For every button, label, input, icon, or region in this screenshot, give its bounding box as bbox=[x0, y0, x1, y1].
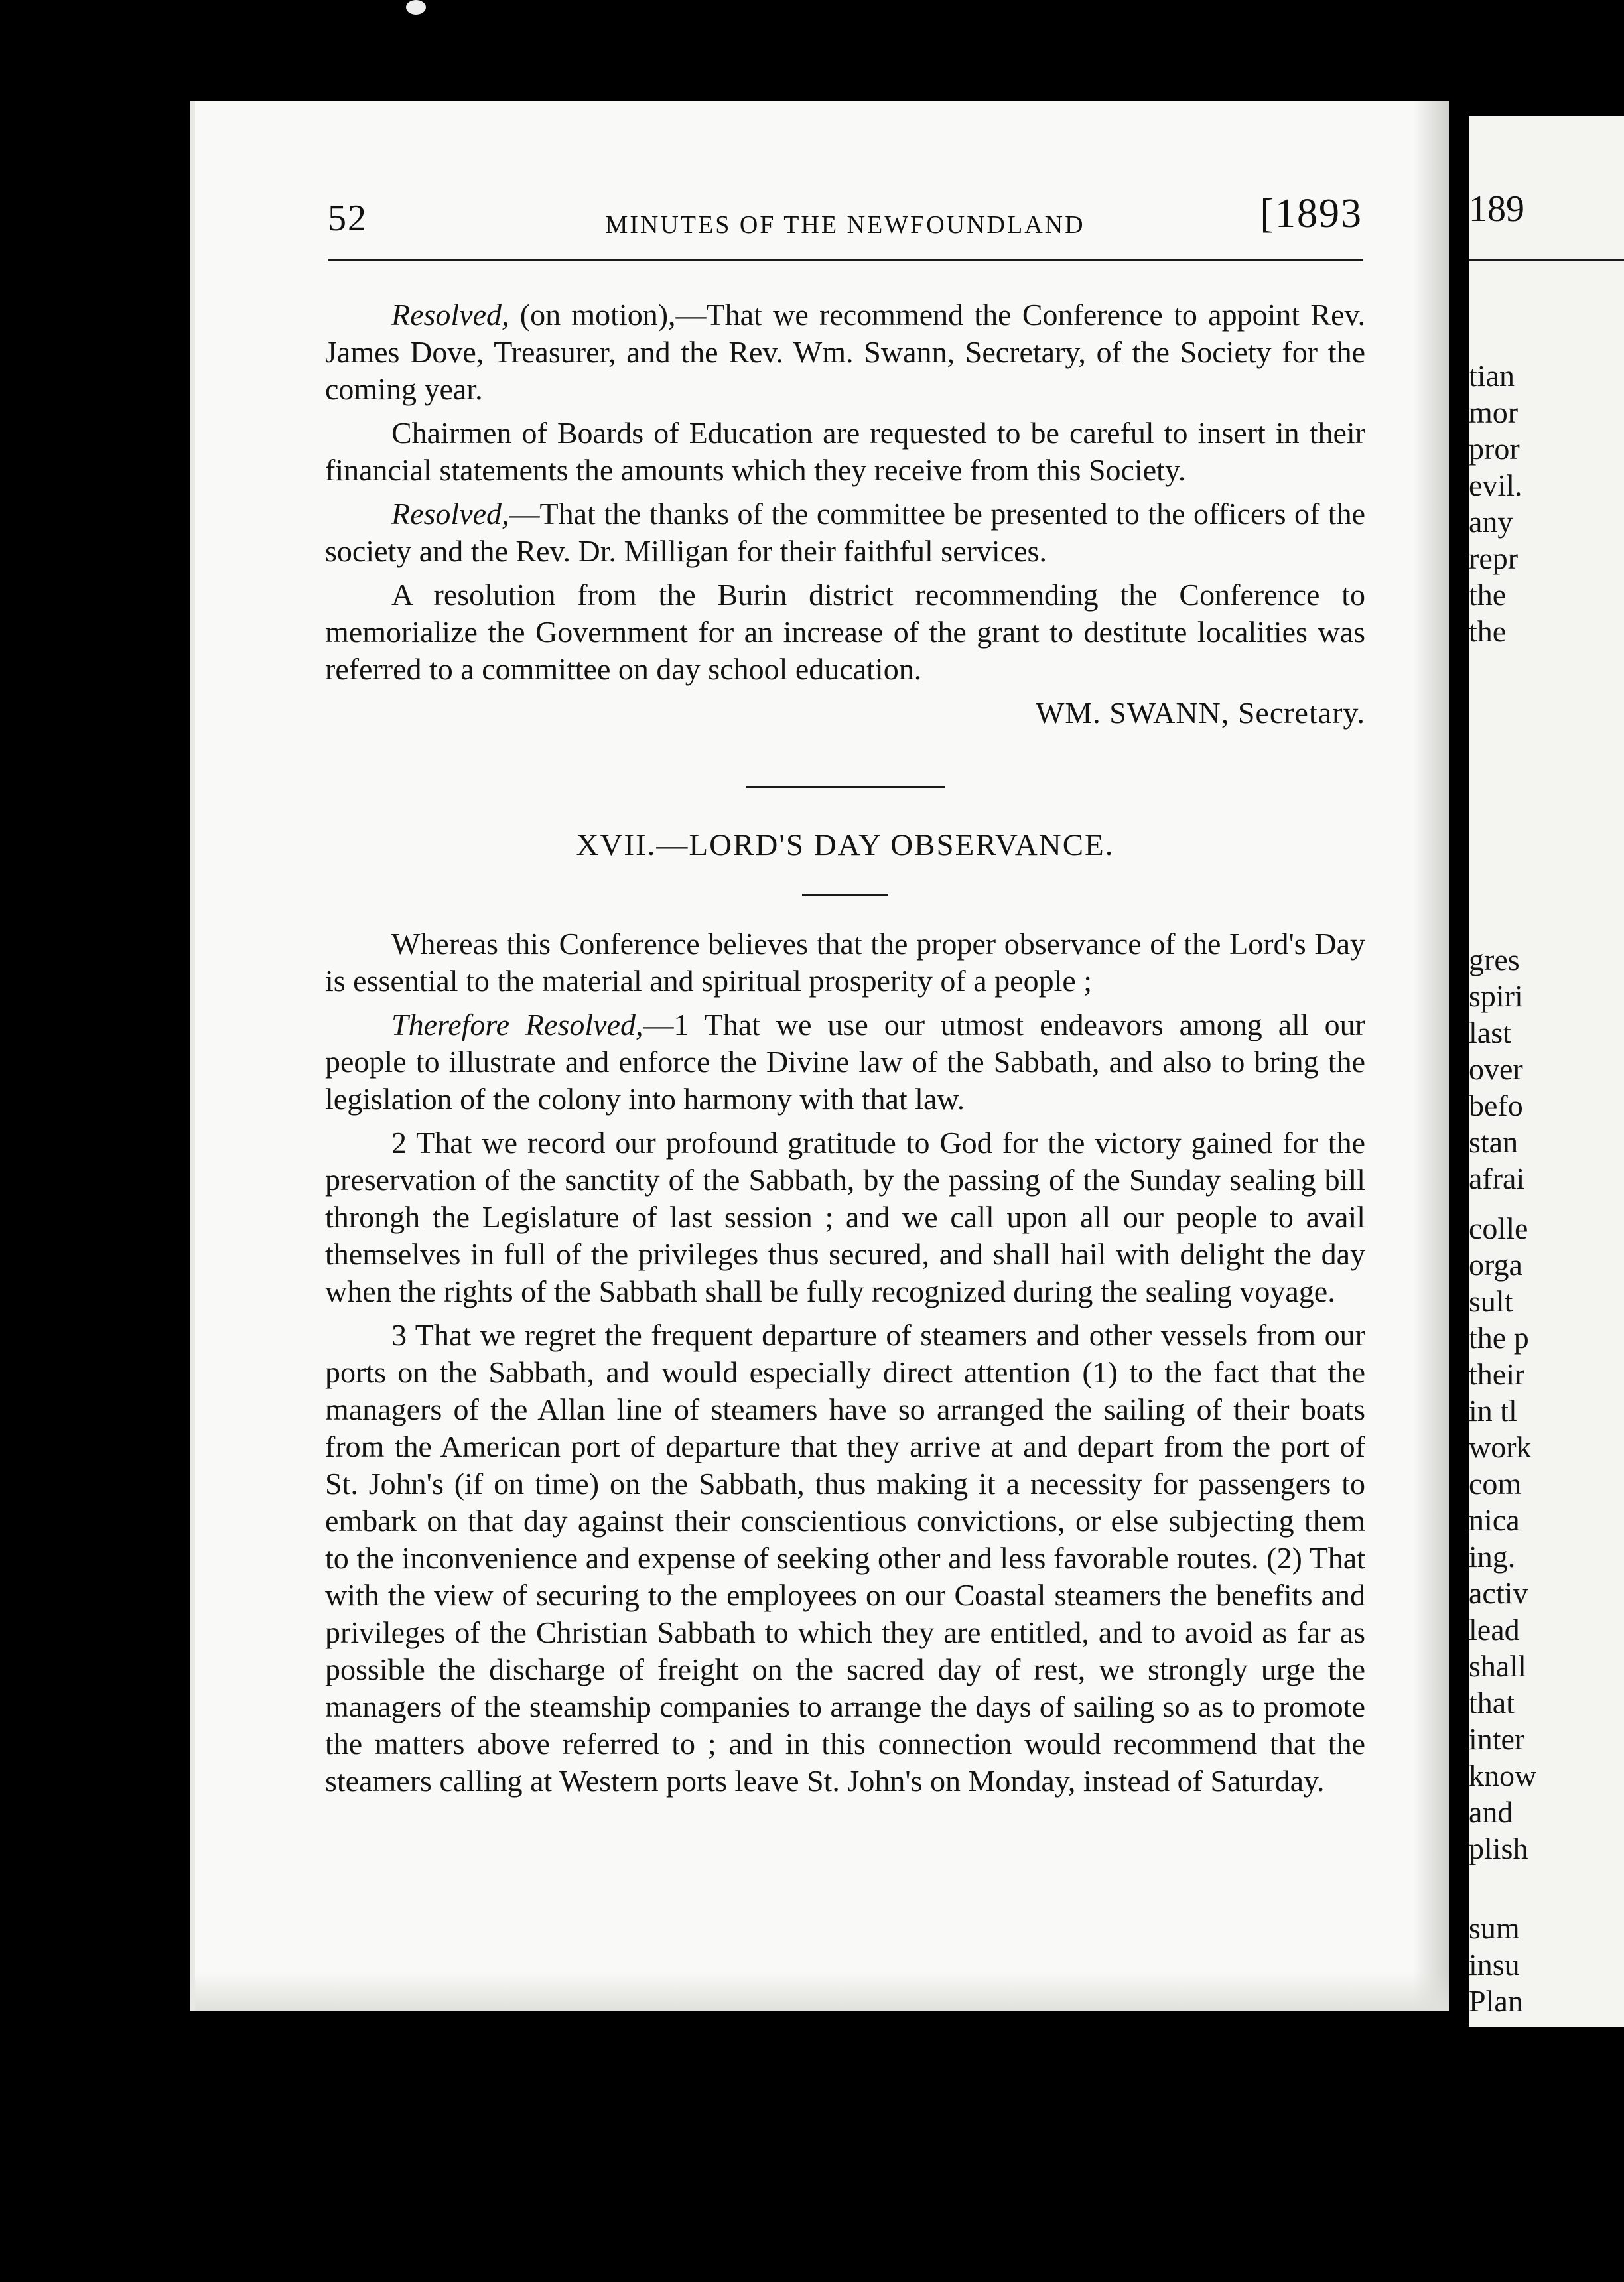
adjacent-text-fragment: activ bbox=[1469, 1576, 1528, 1610]
page-bottom-edge bbox=[195, 1972, 1449, 2011]
adjacent-text-fragment: gres bbox=[1469, 943, 1520, 976]
adjacent-text-fragment: tian bbox=[1469, 359, 1515, 393]
adjacent-text-fragment: work bbox=[1469, 1430, 1532, 1464]
adjacent-text-fragment: nica bbox=[1469, 1503, 1520, 1537]
adjacent-text-fragment: inter bbox=[1469, 1722, 1525, 1756]
secretary-signature: WM. SWANN, Secretary. bbox=[1035, 696, 1365, 730]
adjacent-text-fragment: befo bbox=[1469, 1089, 1523, 1122]
adjacent-text-fragment: stan bbox=[1469, 1125, 1519, 1159]
adjacent-text-fragment: shall bbox=[1469, 1649, 1526, 1683]
adjacent-text-fragment: the p bbox=[1469, 1321, 1529, 1355]
adjacent-header-rule bbox=[1469, 259, 1624, 261]
resolved-officers-text: (on motion),—That we recommend the Conference to appoint Rev. James Dove, Treasurer, and the Rev. Wm. Swann, Secretary, of the Society for the coming year. bbox=[325, 298, 1365, 406]
adjacent-text-fragment: ing. bbox=[1469, 1540, 1516, 1574]
therefore-lead: Therefore Resolved, bbox=[391, 1008, 643, 1041]
resolved-lead: Resolved, bbox=[391, 298, 509, 332]
section-divider bbox=[746, 786, 945, 788]
adjacent-text-fragment: insu bbox=[1469, 1948, 1520, 1981]
resolved-officers-paragraph bbox=[325, 297, 1365, 408]
adjacent-text-fragment: afrai bbox=[1469, 1162, 1525, 1195]
adjacent-text-fragment: their bbox=[1469, 1357, 1525, 1391]
section-heading: XVII.—LORD'S DAY OBSERVANCE. bbox=[576, 828, 1115, 862]
running-title: MINUTES OF THE NEWFOUNDLAND bbox=[605, 211, 1085, 239]
item-2-paragraph: 2 That we record our profound gratitude to God for the victory gained for the preservation of the sanctity of the Sabbath, by the passing of the Sunday sealing bill throngh the Legislature of last session ; and we call upon all our people to avail themselves in full of the privileges thus secured, and shall hail with delight the day when the rights of the Sabbath shall be fully recognized during the sealing voyage. bbox=[325, 1126, 1365, 1308]
adjacent-text-fragment: spiri bbox=[1469, 979, 1523, 1013]
adjacent-text-fragment: the bbox=[1469, 614, 1507, 648]
adjacent-text-fragment: sult bbox=[1469, 1284, 1513, 1318]
whereas-paragraph: Whereas this Conference believes that the proper observance of the Lord's Day is essential to the material and spiritual prosperity of a people ; bbox=[325, 927, 1365, 998]
burin-paragraph: A resolution from the Burin district recommending the Conference to memorialize the Government for an increase of the grant to destitute localities was referred to a committee on day school education. bbox=[325, 578, 1365, 686]
adjacent-text-fragment: repr bbox=[1469, 541, 1519, 575]
adjacent-text-fragment: any bbox=[1469, 505, 1513, 539]
page-number: 52 bbox=[328, 198, 368, 239]
therefore-text: —1 That we use our utmost endeavors among all our people to illustrate and enforce the Divine law of the Sabbath, and also to bring the legislation of the colony into harmony with that law. bbox=[325, 1008, 1365, 1116]
adjacent-text-fragment: pror bbox=[1469, 432, 1520, 466]
scan-speck bbox=[406, 0, 426, 15]
adjacent-text-fragment: plish bbox=[1469, 1832, 1528, 1865]
adjacent-page-number: 189 bbox=[1469, 188, 1524, 230]
adjacent-text-fragment: orga bbox=[1469, 1248, 1522, 1282]
adjacent-page bbox=[1469, 116, 1624, 2027]
adjacent-text-fragment: mor bbox=[1469, 395, 1519, 429]
therefore-paragraph bbox=[325, 1006, 1365, 1118]
page-body bbox=[325, 297, 1365, 1806]
adjacent-text-fragment: sum bbox=[1469, 1911, 1520, 1945]
heading-rule bbox=[802, 894, 888, 896]
adjacent-text-fragment: the bbox=[1469, 578, 1507, 612]
resolved-thanks-text: —That the thanks of the committee be presented to the officers of the society and the Rev. Dr. Milligan for their faithful services. bbox=[325, 497, 1365, 568]
item-3-paragraph: 3 That we regret the frequent departure of steamers and other vessels from our ports on the Sabbath, and would especially direct attention (1) to the fact that the managers of the Allan line of steamers have so arranged the sailing of their boats from the American port of departure that they arrive at and depart from the port of St. John's (if on time) on the Sabbath, thus making it a necessity for passengers to embark on that day against their conscientious convictions, or else subjecting them to the inconvenience and expense of seeking other and less favorable routes. (2) That with the view of securing to the employees on our Coastal steamers the benefits and privileges of the Christian Sabbath to which they are entitled, and to avoid as far as possible the discharge of freight on the sacred day of rest, we strongly urge the managers of the steamship companies to arrange the days of sailing so as to promote the matters above referred to ; and in this connection would recommend that the steamers calling at Western ports leave St. John's on Monday, instead of Saturday. bbox=[325, 1318, 1365, 1798]
adjacent-text-fragment: com bbox=[1469, 1467, 1522, 1501]
resolved-lead: Resolved, bbox=[391, 497, 509, 531]
adjacent-text-fragment: last bbox=[1469, 1016, 1511, 1049]
header-year: [1893 bbox=[1260, 191, 1363, 236]
adjacent-text-fragment: in tl bbox=[1469, 1394, 1517, 1428]
adjacent-text-fragment: lead bbox=[1469, 1613, 1520, 1646]
adjacent-text-fragment: evil. bbox=[1469, 468, 1522, 502]
adjacent-text-fragment: Plan bbox=[1469, 1984, 1523, 2018]
adjacent-text-fragment: colle bbox=[1469, 1211, 1528, 1245]
page-gutter-shadow bbox=[1413, 101, 1449, 2011]
book-page bbox=[190, 101, 1449, 2011]
header-rule bbox=[328, 259, 1363, 261]
adjacent-text-fragment: know bbox=[1469, 1759, 1537, 1792]
resolved-thanks-paragraph bbox=[325, 496, 1365, 570]
adjacent-text-fragment: over bbox=[1469, 1052, 1523, 1086]
adjacent-text-fragment: that bbox=[1469, 1686, 1515, 1719]
chairmen-paragraph: Chairmen of Boards of Education are requested to be careful to insert in their financial statements the amounts which they receive from this Society. bbox=[325, 416, 1365, 487]
running-header bbox=[328, 190, 1363, 250]
adjacent-text-fragment: and bbox=[1469, 1795, 1513, 1829]
